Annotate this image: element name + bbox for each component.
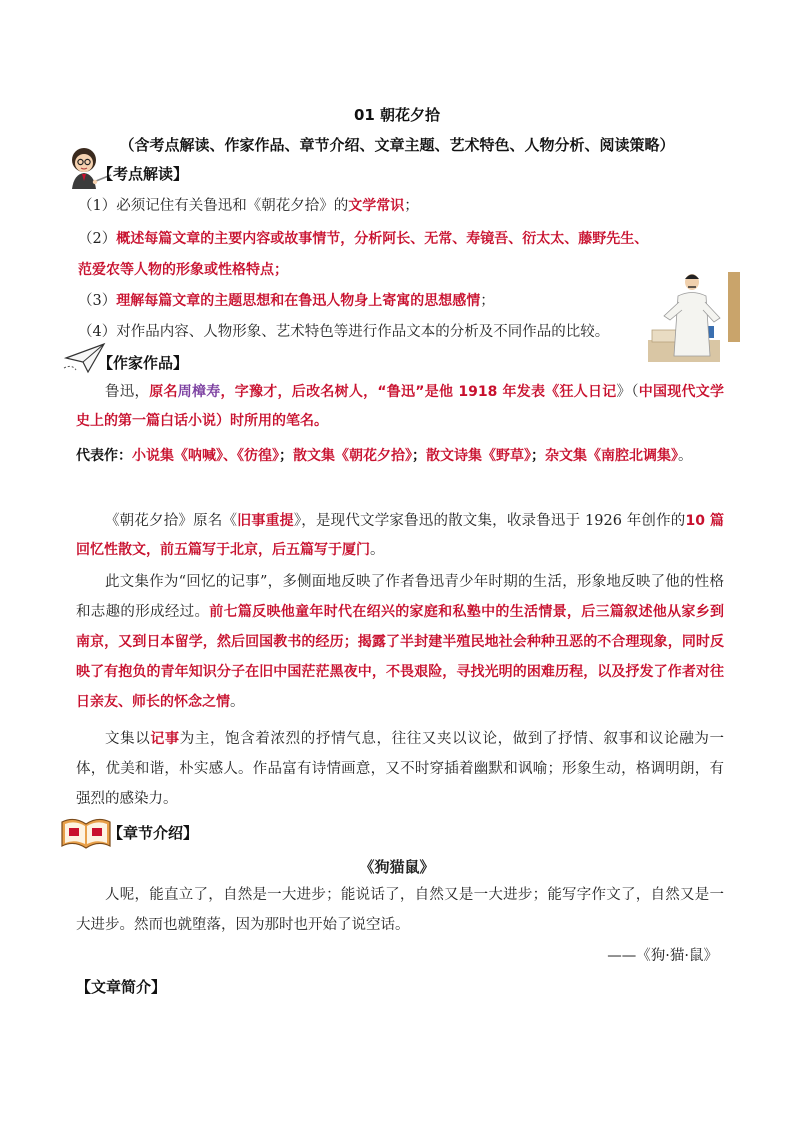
collection-end: 。 <box>230 694 245 710</box>
book-original-title: 旧事重提 <box>237 513 294 529</box>
rep-label: 代表作 <box>76 448 118 464</box>
exam-point-2-highlight: 概述每篇文章的主要内容或故事情节，分析阿长、无常、寿镜吾、衍太太、藤野先生、 <box>116 231 649 247</box>
rep-prose-poems: 散文诗集《野草》 <box>426 448 531 464</box>
section-summary-heading: 【文章简介】 <box>76 978 167 996</box>
exam-point-1-highlight: 文学常识 <box>348 198 405 214</box>
exam-point-3-number: （3） <box>78 293 117 309</box>
author-work-title: 狂人日记 <box>559 384 617 400</box>
quote-source: ——《狗·猫·鼠》 <box>607 948 718 964</box>
author-text: 鲁迅， <box>105 384 150 400</box>
author-highlight: 原名 <box>149 384 178 400</box>
book-highlight: 10 篇回忆性散文，前五篇写于北京，后五篇写于厦门 <box>76 513 725 558</box>
rep-colon: ： <box>118 448 132 464</box>
rep-zawen: 杂文集《南腔北调集》 <box>545 448 678 464</box>
rep-end: 。 <box>678 448 693 464</box>
collection-text: 此文集作为“回忆的记事”，多侧面地反映了作者鲁迅青少年时期的生活，形象地反映了他的性格和志趣的形成经过。 <box>76 574 724 620</box>
page-subtitle: （含考点解读、作家作品、章节介绍、文章主题、艺术特色、人物分析、阅读策略） <box>119 136 675 154</box>
exam-point-2-line1 <box>78 229 648 249</box>
section-exam-heading: 【考点解读】 <box>98 165 189 183</box>
lu-xun-illustration <box>646 268 742 364</box>
section-author-heading: 【作家作品】 <box>98 354 189 372</box>
chapter-title: 《狗猫鼠》 <box>359 858 435 876</box>
style-text: 文集以 <box>105 731 151 747</box>
style-highlight: 记事 <box>150 731 180 747</box>
author-highlight: ）时所用的笔名。 <box>216 413 328 429</box>
book-intro-paragraph <box>76 507 724 565</box>
author-highlight: 中国现代文学史上的第一篇白话小说 <box>76 384 725 429</box>
rep-novels: 小说集《呐喊》、《彷徨》 <box>132 448 279 464</box>
open-book-icon <box>60 814 112 852</box>
rep-sep: ； <box>531 448 545 464</box>
chapter-quote: 人呢，能直立了，自然是一大进步；能说话了，自然又是一大进步；能写字作文了，自然又是一大进步。然而也就堕落，因为那时也开始了说空话。 <box>76 887 724 933</box>
author-intro-paragraph <box>76 378 724 436</box>
exam-point-2-highlight-cont: 范爱农等人物的形象或性格特点； <box>78 262 288 278</box>
style-paragraph <box>76 724 724 814</box>
exam-point-2-line2 <box>78 260 288 280</box>
representative-works <box>76 442 724 471</box>
style-text: 为主，饱含着浓烈的抒情气息，往往又夹以议论，做到了抒情、叙事和议论融为一体，优美和谐，朴实感人。作品富有诗情画意，又不时穿插着幽默和讽喻；形象生动，格调明朗，有强烈的感染力。 <box>76 731 725 807</box>
book-text: 《朝花夕拾》原名《 <box>105 513 238 529</box>
collection-content-paragraph <box>76 567 724 717</box>
exam-point-1 <box>78 196 419 216</box>
author-pen-name: 鲁迅 <box>386 384 416 400</box>
collection-highlight: 前七篇反映他童年时代在绍兴的家庭和私塾中的生活情景，后三篇叙述他从家乡到南京，又到日本留学，然后回国教书的经历；揭露了半封建半殖民地社会种种丑恶的不合理现象，同时反映了有抱负的青年知识分子在旧中国茫茫黑夜中，不畏艰险，寻找光明的困难历程，以及抒发了作者对往日亲友、师长的怀念之情 <box>76 604 725 710</box>
rep-essays: 散文集《朝花夕拾》 <box>293 448 412 464</box>
exam-point-1-end: ； <box>404 198 419 214</box>
book-end: 。 <box>370 542 385 558</box>
exam-point-3-highlight: 理解每篇文章的主题思想和在鲁迅人物身上寄寓的思想感情 <box>116 293 481 309</box>
exam-point-3-end: ； <box>480 293 495 309</box>
exam-point-3 <box>78 291 495 311</box>
exam-point-4: （4）对作品内容、人物形象、艺术特色等进行作品文本的分析及不同作品的比较。 <box>78 324 610 340</box>
exam-point-2-number: （2） <box>78 231 117 247</box>
author-original-name: 周樟寿 <box>177 384 221 400</box>
page-title: 01 朝花夕拾 <box>353 106 441 124</box>
section-chapter-heading: 【章节介绍】 <box>108 824 199 842</box>
rep-sep: ； <box>279 448 293 464</box>
author-highlight: ，字豫才，后改名树人，“ <box>220 384 387 400</box>
author-highlight: ”是他 1918 年发表《 <box>415 384 560 400</box>
author-text: 》（ <box>616 384 639 400</box>
rep-sep: ； <box>412 448 426 464</box>
book-text: 》，是现代文学家鲁迅的散文集，收录鲁迅于 1926 年创作的 <box>293 513 686 529</box>
exam-point-1-text: （1）必须记住有关鲁迅和《朝花夕拾》的 <box>78 198 349 214</box>
